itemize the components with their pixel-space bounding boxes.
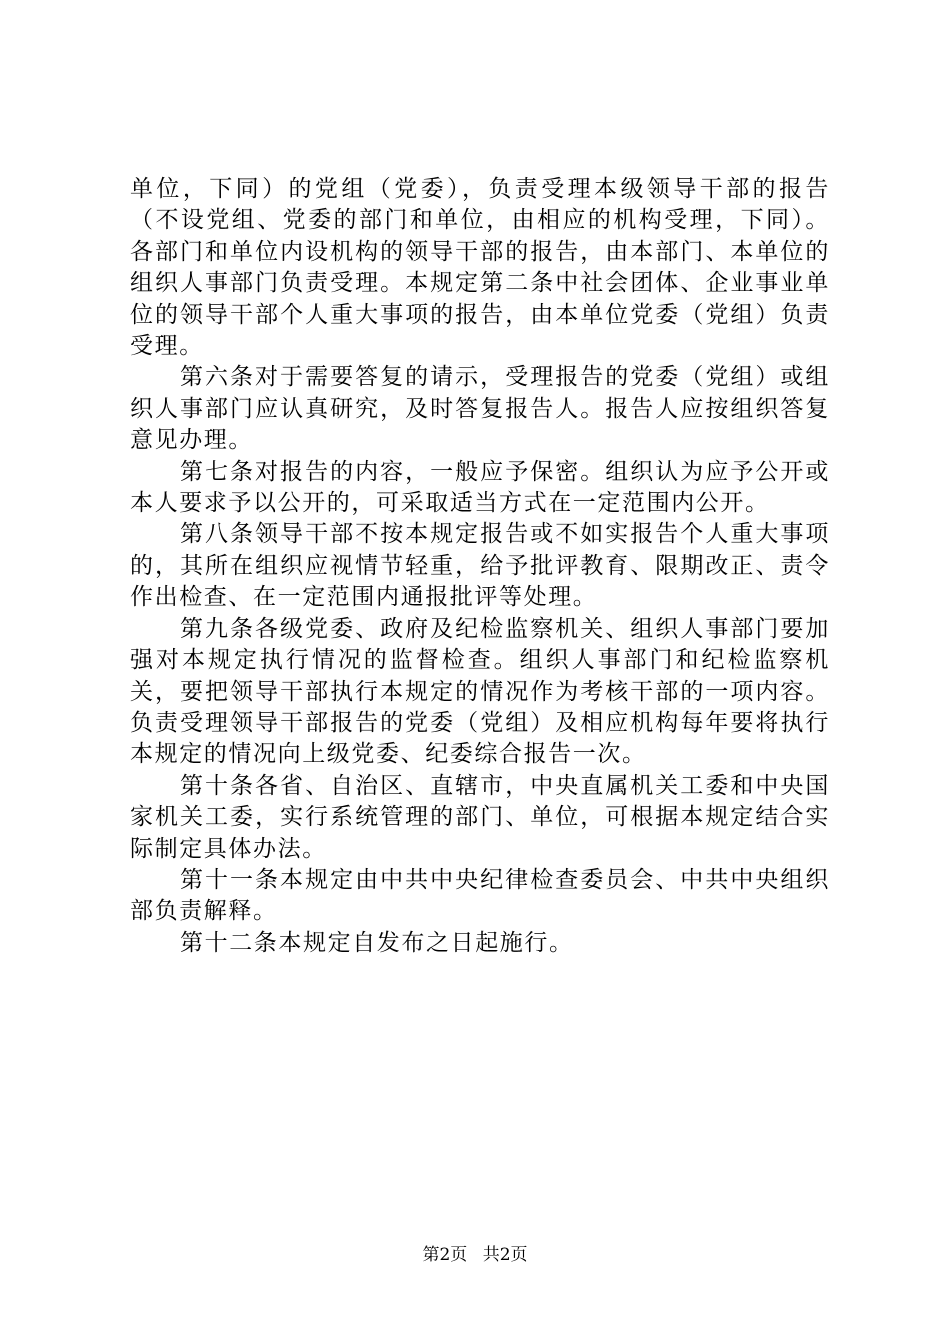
paragraph-article-7: 第七条对报告的内容，一般应予保密。组织认为应予公开或本人要求予以公开的，可采取适当方式在一定范围内公开。: [130, 458, 830, 517]
paragraph-continuation: 单位，下同）的党组（党委），负责受理本级领导干部的报告（不设党组、党委的部门和单位，由相应的机构受理，下同）。各部门和单位内设机构的领导干部的报告，由本部门、本单位的组织人事部门负责受理。本规定第二条中社会团体、企业事业单位的领导干部个人重大事项的报告，由本单位党委（党组）负责受理。: [130, 176, 830, 360]
paragraph-article-12: 第十二条本规定自发布之日起施行。: [180, 929, 574, 956]
page-number: 第2页: [422, 1245, 468, 1265]
paragraph-article-9: 第九条各级党委、政府及纪检监察机关、组织人事部门要加强对本规定执行情况的监督检查。组织人事部门和纪检监察机关，要把领导干部执行本规定的情况作为考核干部的一项内容。负责受理领导干部报告的党委（党组）及相应机构每年要将执行本规定的情况向上级党委、纪委综合报告一次。: [130, 615, 830, 768]
paragraph-article-8: 第八条领导干部不按本规定报告或不如实报告个人重大事项的，其所在组织应视情节轻重，给予批评教育、限期改正、责令作出检查、在一定范围内通报批评等处理。: [130, 521, 830, 611]
paragraph-article-11: 第十一条本规定由中共中央纪律检查委员会、中共中央组织部负责解释。: [130, 866, 830, 925]
page-total: 共2页: [482, 1245, 528, 1265]
paragraph-article-10: 第十条各省、自治区、直辖市，中央直属机关工委和中央国家机关工委，实行系统管理的部门、单位，可根据本规定结合实际制定具体办法。: [130, 772, 830, 862]
page-footer: [0, 1243, 950, 1267]
document-body: [130, 174, 830, 959]
paragraph-article-6: 第六条对于需要答复的请示，受理报告的党委（党组）或组织人事部门应认真研究，及时答复报告人。报告人应按组织答复意见办理。: [130, 364, 830, 454]
